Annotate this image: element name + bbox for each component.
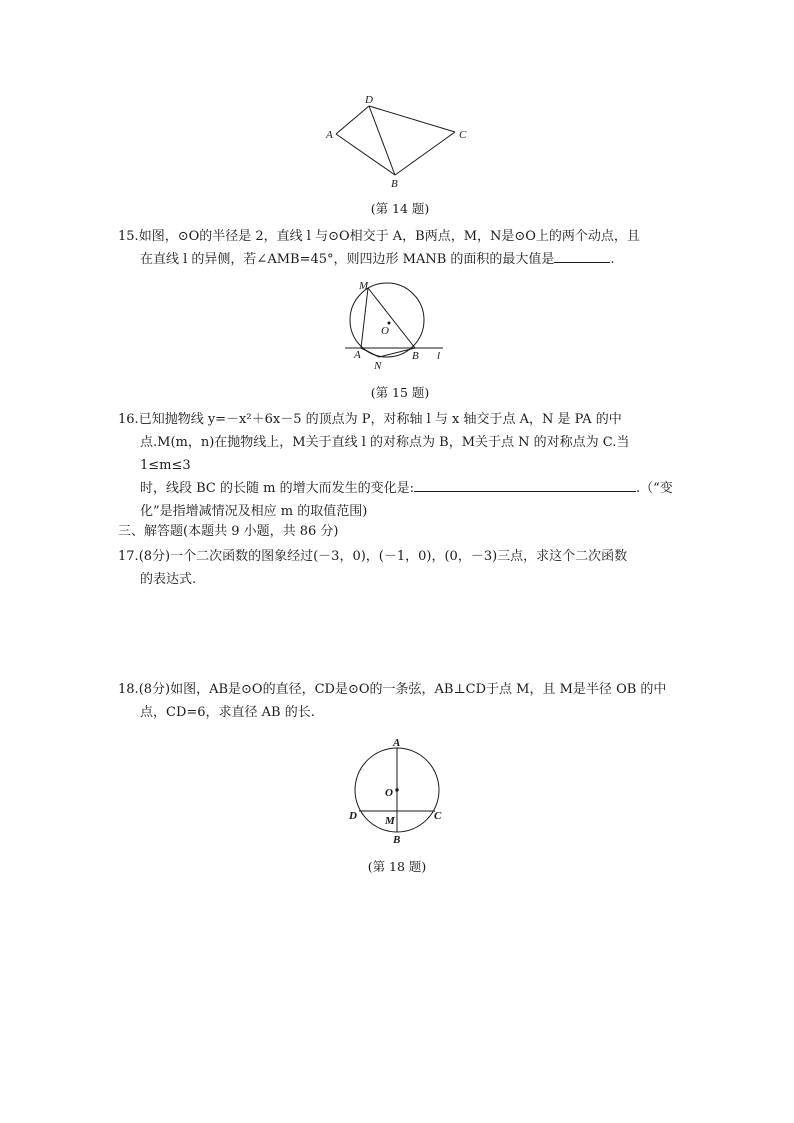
fig18-label-d: D xyxy=(349,810,357,822)
q16-line2: 点.M(m，n)在抛物线上，M关于直线 l 的对称点为 B，M关于点 N 的对称点为 C.当 1≤m≤3 xyxy=(140,435,630,473)
q16-line1: 已知抛物线 y=－x²＋6x－5 的顶点为 P，对称轴 l 与 x 轴交于点 A，N 是 PA 的中 xyxy=(138,412,622,427)
fig14-label-c: C xyxy=(459,129,467,141)
caption-14: (第 14 题) xyxy=(370,201,430,216)
q18-line1: (8分)如图，AB是⊙O的直径，CD是⊙O的一条弦，AB⊥CD于点 M，且 M是半径 OB 的中 xyxy=(138,682,667,697)
question-17 xyxy=(118,545,678,591)
q18-number: 18. xyxy=(118,682,139,697)
q16-line4: 化”是指增减情况及相应 m 的取值范围) xyxy=(140,504,368,519)
q17-line1: (8分)一个二次函数的图象经过(－3，0)，(－1，0)，(0，－3)三点，求这个二次函数 xyxy=(138,549,628,564)
figure-14 xyxy=(320,92,480,192)
q15-line1: 如图，⊙O的半径是 2，直线 l 与⊙O相交于 A，B两点，M，N是⊙O上的两个动点，且 xyxy=(138,229,640,244)
fig15-label-o: O xyxy=(381,325,389,337)
fig18-label-c: C xyxy=(434,810,442,822)
q16-line3-end: .（“变 xyxy=(635,481,673,496)
fig15-label-a: A xyxy=(354,349,361,361)
fig18-label-a: A xyxy=(393,737,401,749)
question-18 xyxy=(118,678,678,724)
q16-number: 16. xyxy=(118,412,139,427)
figure-14-diagram xyxy=(320,92,480,192)
question-15 xyxy=(118,225,678,271)
caption-15: (第 15 题) xyxy=(370,385,430,400)
q15-line2: 在直线 l 的异侧，若∠AMB=45°，则四边形 MANB 的面积的最大值是 xyxy=(140,252,555,267)
q17-line2: 的表达式. xyxy=(140,572,197,587)
fig18-label-o: O xyxy=(385,787,393,799)
caption-18: (第 18 题) xyxy=(367,859,427,874)
fig15-label-m: M xyxy=(359,280,369,292)
figure-18 xyxy=(345,735,455,850)
figure-15-diagram xyxy=(345,278,455,373)
question-16 xyxy=(118,408,678,523)
q17-number: 17. xyxy=(118,549,139,564)
fig14-label-b: B xyxy=(391,178,398,190)
q15-line2-end: . xyxy=(610,252,615,267)
section-3-heading: 三、解答题(本题共 9 小题，共 86 分) xyxy=(118,524,339,539)
q15-answer-blank[interactable] xyxy=(554,249,610,263)
fig15-label-b: B xyxy=(412,350,419,362)
fig14-label-a: A xyxy=(326,129,333,141)
fig14-label-d: D xyxy=(365,94,373,106)
q18-line2: 点，CD=6，求直径 AB 的长. xyxy=(140,705,315,720)
q16-answer-blank[interactable] xyxy=(414,478,636,492)
fig15-label-n: N xyxy=(374,360,382,372)
fig18-label-b: B xyxy=(393,834,401,846)
q15-number: 15. xyxy=(118,229,139,244)
figure-18-diagram xyxy=(345,735,455,850)
q16-line3: 时，线段 BC 的长随 m 的增大而发生的变化是: xyxy=(140,481,414,496)
fig15-label-l: l xyxy=(437,350,441,362)
figure-15 xyxy=(345,278,455,373)
fig18-label-m: M xyxy=(385,815,395,827)
